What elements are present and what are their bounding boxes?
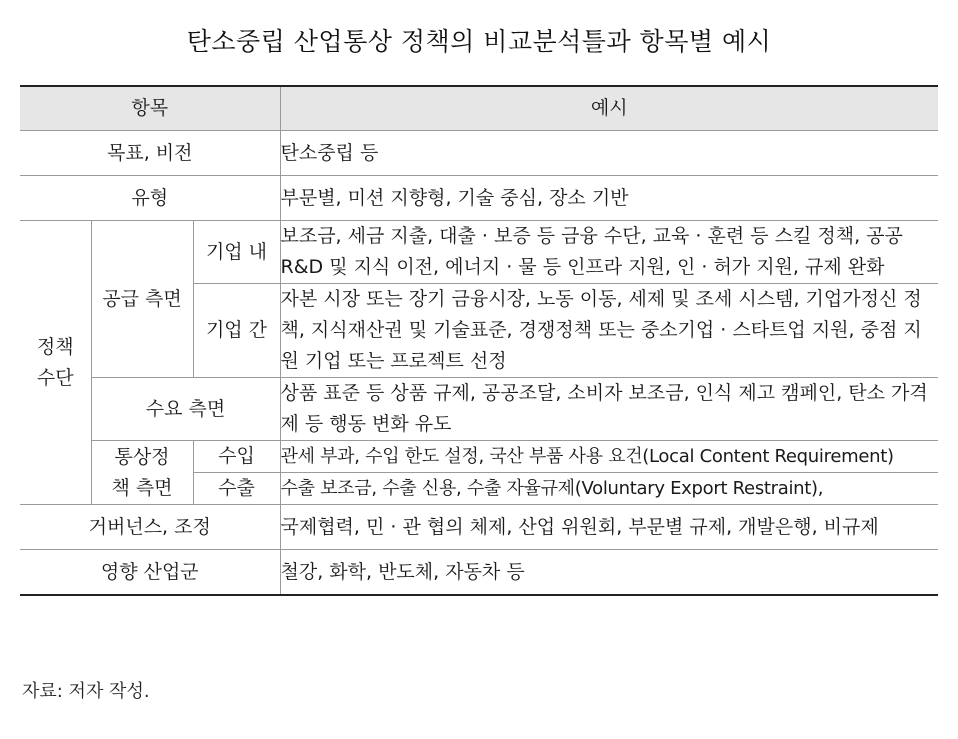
row-example-within-firm: 보조금, 세금 지출, 대출 · 보증 등 금융 수단, 교육 · 훈련 등 스킬 정책, 공공 R&D 및 지식 이전, 에너지 · 물 등 인프라 지원, 인 · 허가 지원, 규제 완화 — [280, 221, 938, 284]
document-title: 탄소중립 산업통상 정책의 비교분석틀과 항목별 예시 — [186, 27, 772, 56]
comparison-table — [20, 85, 938, 596]
row-label-governance: 거버넌스, 조정 — [20, 505, 280, 550]
row-label-industry: 영향 산업군 — [20, 550, 280, 596]
row-label-supply: 공급 측면 — [91, 221, 193, 378]
table-row — [20, 221, 938, 284]
row-label-policy-means: 정책 수단 — [20, 221, 91, 505]
table-row — [20, 441, 938, 473]
row-example-governance: 국제협력, 민 · 관 협의 체제, 산업 위원회, 부문별 규제, 개발은행, 비규제 — [280, 505, 938, 550]
row-example-between-firm: 자본 시장 또는 장기 금융시장, 노동 이동, 세제 및 조세 시스템, 기업가정신 정책, 지식재산권 및 기술표준, 경쟁정책 또는 중소기업 · 스타트업 지원, 중점 지원 기업 또는 프로젝트 선정 — [280, 284, 938, 378]
row-example-industry: 철강, 화학, 반도체, 자동차 등 — [280, 550, 938, 596]
header-item: 항목 — [20, 86, 280, 131]
row-label-import: 수입 — [193, 441, 280, 473]
row-example-type: 부문별, 미션 지향형, 기술 중심, 장소 기반 — [280, 176, 938, 221]
row-example-demand: 상품 표준 등 상품 규제, 공공조달, 소비자 보조금, 인식 제고 캠페인, 탄소 가격제 등 행동 변화 유도 — [280, 378, 938, 441]
table-row — [20, 505, 938, 550]
table-row — [20, 131, 938, 176]
row-label-goal: 목표, 비전 — [20, 131, 280, 176]
row-label-trade: 통상정책 측면 — [91, 441, 193, 505]
table-header-row — [20, 86, 938, 131]
table-row — [20, 176, 938, 221]
row-example-export: 수출 보조금, 수출 신용, 수출 자율규제(Voluntary Export Restraint), — [280, 473, 938, 505]
row-label-between-firm: 기업 간 — [193, 284, 280, 378]
row-example-goal: 탄소중립 등 — [280, 131, 938, 176]
row-label-type: 유형 — [20, 176, 280, 221]
row-label-demand: 수요 측면 — [91, 378, 280, 441]
row-label-within-firm: 기업 내 — [193, 221, 280, 284]
table-row — [20, 550, 938, 596]
header-example: 예시 — [280, 86, 938, 131]
row-label-export: 수출 — [193, 473, 280, 505]
source-note: 자료: 저자 작성. — [22, 681, 150, 702]
row-example-import: 관세 부과, 수입 한도 설정, 국산 부품 사용 요건(Local Content Requirement) — [280, 441, 938, 473]
table-row — [20, 378, 938, 441]
